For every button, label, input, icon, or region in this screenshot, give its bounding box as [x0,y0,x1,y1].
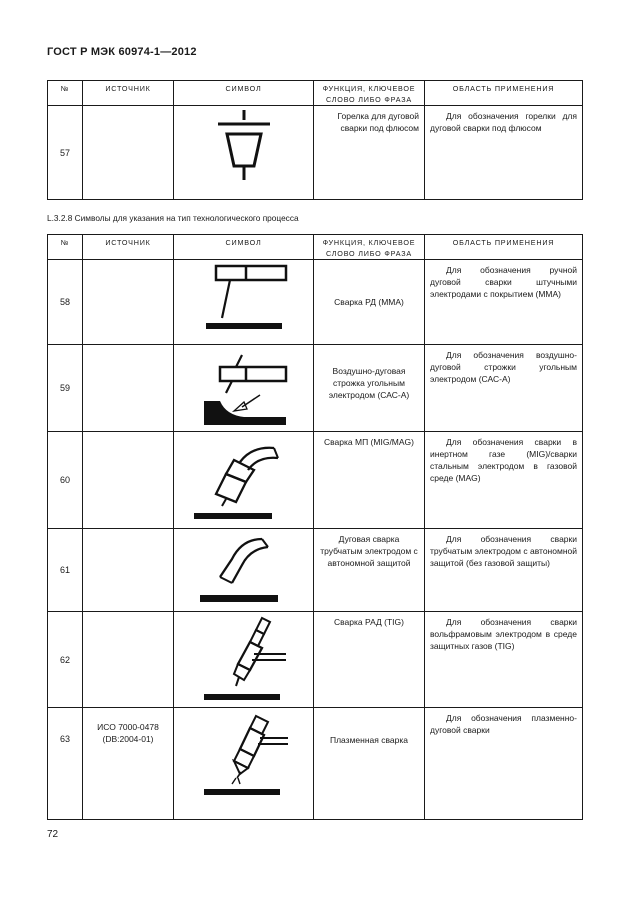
row-source [83,612,174,708]
row-source [83,345,174,432]
mma-welding-icon [174,260,314,344]
table-row [48,106,583,200]
header-function: ФУНКЦИЯ, КЛЮЧЕВОЕ СЛОВО ЛИБО ФРАЗА [314,235,425,260]
row-number: 58 [48,260,83,345]
self-shielded-flux-cored-icon [174,529,314,611]
row-symbol [174,612,314,708]
row-number: 59 [48,345,83,432]
row-number: 62 [48,612,83,708]
row-area [425,106,583,200]
header-num: № [48,235,83,260]
row-symbol [174,345,314,432]
row-symbol [174,529,314,612]
submerged-arc-torch-icon [174,106,314,199]
row-area [425,708,583,820]
header-area: ОБЛАСТЬ ПРИМЕНЕНИЯ [425,235,583,260]
row-area [425,345,583,432]
row-function: Дуговая сварка трубчатым электродом с автономной защитой [314,529,425,612]
row-area-text: Для обозначения сварки в инертном газе (MIG)/сварки стальным электродом в газовой среде (MAG) [430,437,577,483]
row-symbol [174,708,314,820]
row-symbol [174,260,314,345]
header-source: ИСТОЧНИК [83,235,174,260]
row-number: 61 [48,529,83,612]
table-row [48,529,583,612]
symbols-table-continued [47,80,583,200]
row-function: Воздушно-дуговая строжка угольным электродом (САС-А) [314,345,425,432]
header-num: № [48,81,83,106]
plasma-welding-icon [174,708,314,819]
row-area-text: Для обозначения ручной дуговой сварки штучными электродами с покрытием (ММА) [430,265,577,299]
row-number: 57 [48,106,83,200]
mig-mag-welding-icon [174,432,314,528]
row-area-text: Для обозначения сварки вольфрамовым электродом в среде защитных газов (TIG) [430,617,577,651]
row-area [425,529,583,612]
row-function: Горелка для дуговой сварки под флюсом [314,106,425,200]
row-area-text: Для обозначения воздушно-дуговой строжки угольным электродом (САС-А) [430,350,577,384]
row-source [83,260,174,345]
tig-welding-icon [174,612,314,707]
table-row [48,432,583,529]
row-area-text: Для обозначения горелки для дуговой сварки под флюсом [430,111,577,133]
header-area: ОБЛАСТЬ ПРИМЕНЕНИЯ [425,81,583,106]
row-function: Сварка МП (MIG/MAG) [314,432,425,529]
table-row [48,345,583,432]
document-title: ГОСТ Р МЭК 60974-1—2012 [47,46,197,58]
air-carbon-arc-gouging-icon [174,345,314,431]
row-number: 60 [48,432,83,529]
table-row [48,260,583,345]
row-number: 63 [48,708,83,820]
row-area-text: Для обозначения сварки трубчатым электродом с автономной защитой (без газовой защиты) [430,534,577,568]
table-row [48,612,583,708]
row-area [425,432,583,529]
header-symbol: СИМВОЛ [174,235,314,260]
row-source: ИСО 7000-0478 (DB:2004-01) [83,708,174,820]
row-function: Плазменная сварка [314,708,425,820]
row-source [83,432,174,529]
row-source [83,529,174,612]
row-area-text: Для обозначения плазменно-дуговой сварки [430,713,577,735]
row-function: Сварка РАД (TIG) [314,612,425,708]
table-header-row [48,81,583,106]
page-number: 72 [47,829,59,840]
table-row [48,708,583,820]
row-area [425,260,583,345]
table-header-row [48,235,583,260]
header-symbol: СИМВОЛ [174,81,314,106]
process-symbols-table [47,234,583,820]
row-area [425,612,583,708]
header-source: ИСТОЧНИК [83,81,174,106]
row-source [83,106,174,200]
row-symbol [174,432,314,529]
row-function: Сварка РД (ММА) [314,260,425,345]
section-caption: L.3.2.8 Символы для указания на тип технологического процесса [47,213,299,223]
header-function: ФУНКЦИЯ, КЛЮЧЕВОЕ СЛОВО ЛИБО ФРАЗА [314,81,425,106]
row-symbol [174,106,314,200]
